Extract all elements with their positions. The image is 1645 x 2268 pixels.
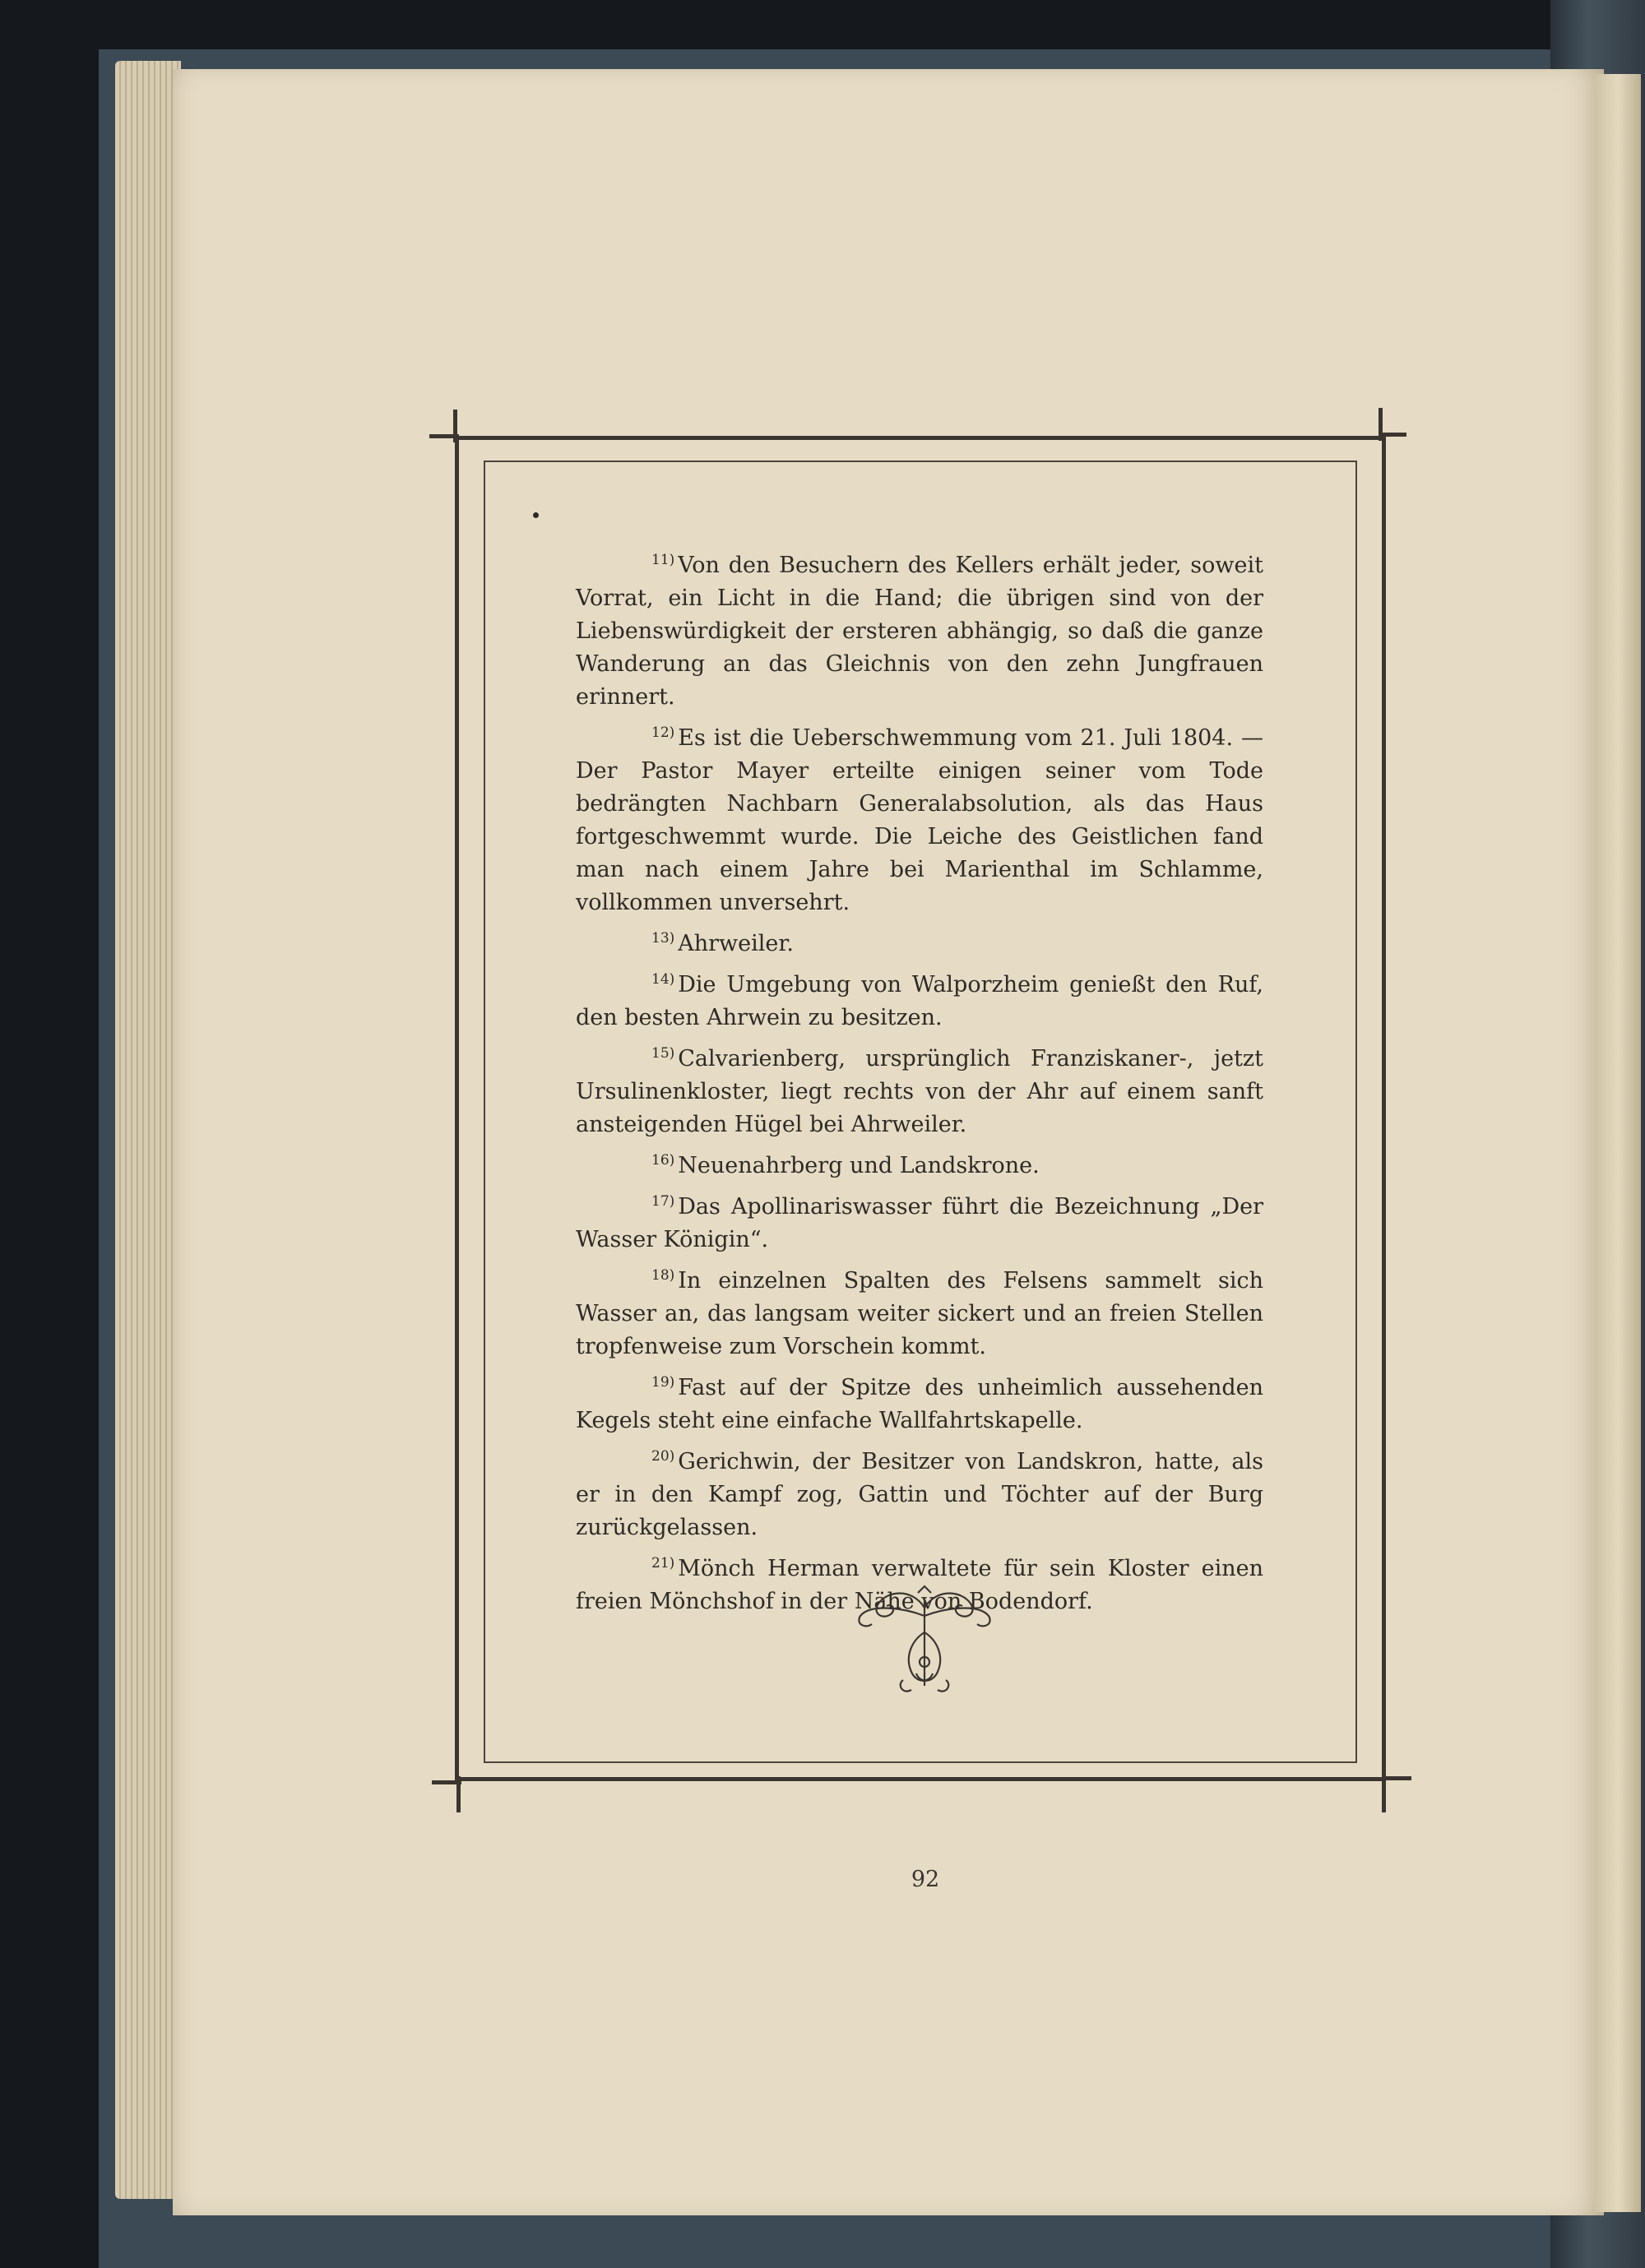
footnotes [576, 549, 1263, 1627]
frame-corner-tick [1382, 1776, 1386, 1812]
page-edges [115, 61, 181, 2199]
frame-corner-tick [1382, 433, 1406, 437]
footnote-19: $^{19)}$ Fast auf der Spitze des unheimlich aussehenden Kegels steht eine einfache Wallfahrtskapelle. [576, 1374, 1263, 1433]
footnote-21: $^{21)}$ Mönch Herman verwaltete für sein Kloster einen freien Mönchshof in der Nähe von Bodendorf. [576, 1555, 1263, 1614]
page-number: 92 [911, 1867, 940, 1892]
frame-corner-tick [432, 1780, 461, 1784]
footnote-15: $^{15)}$ Calvarienberg, ursprünglich Franziskaner-, jetzt Ursulinenkloster, liegt rechts von der Ahr auf einem sanft ansteigenden Hügel bei Ahrweiler. [576, 1045, 1263, 1137]
footnote-20: $^{20)}$ Gerichwin, der Besitzer von Landskron, hatte, als er in den Kampf zog, Gattin und Töchter auf der Burg zurückgelassen. [576, 1448, 1263, 1540]
ornament-icon [854, 1583, 995, 1698]
footnote-16: $^{16)}$ Neuenahrberg und Landskrone. [651, 1152, 1040, 1178]
footnote-17: $^{17)}$ Das Apollinariswasser führt die Bezeichnung „Der Wasser Königin“. [576, 1193, 1263, 1252]
page-curl [1596, 74, 1641, 2212]
footnote-18: $^{18)}$ In einzelnen Spalten des Felsens sammelt sich Wasser an, das langsam weiter sickert und an freien Stellen tropfenweise zum Vorschein kommt. [576, 1267, 1263, 1359]
footnote-12: $^{12)}$ Es ist die Ueberschwemmung vom 21. Juli 1804. — Der Pastor Mayer erteilte einigen seiner vom Tode bedrängten Nachbarn Generalabsolution, als das Haus fortgeschwemmt wurde. Die Leiche des Geistlichen fand man nach einem Jahre bei Marienthal im Schlamme, vollkommen unversehrt. [576, 724, 1263, 915]
footnote-13: $^{13)}$ Ahrweiler. [651, 930, 794, 956]
ink-speck [533, 512, 539, 518]
footnote-14: $^{14)}$ Die Umgebung von Walporzheim genießt den Ruf, den besten Ahrwein zu besitzen. [576, 971, 1263, 1030]
footnote-11: $^{11)}$ Von den Besuchern des Kellers erhält jeder, soweit Vorrat, ein Licht in die Hand; die übrigen sind von der Liebenswürdigkeit der ersteren abhängig, so daß die ganze Wanderung an das Gleichnis von den zehn Jungfrauen erinnert. [576, 552, 1263, 710]
frame-corner-tick [1382, 1776, 1411, 1780]
frame-corner-tick [429, 434, 459, 438]
